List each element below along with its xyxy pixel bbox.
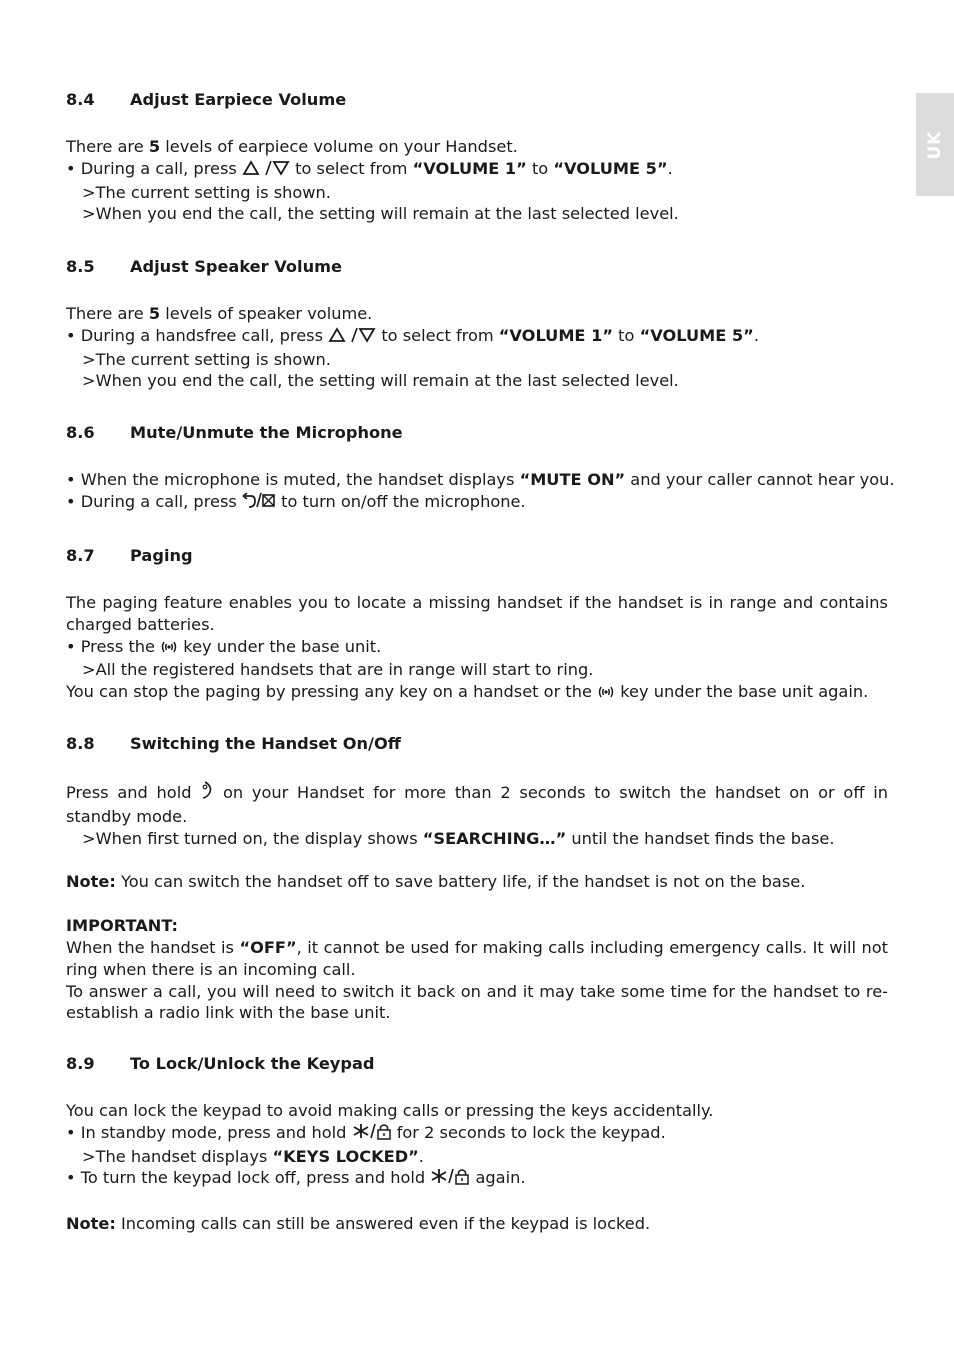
star-lock-icon <box>352 1123 392 1146</box>
section-body <box>66 780 888 1024</box>
result-line: >The handset displays “KEYS LOCKED”. <box>82 1146 424 1166</box>
section-body <box>66 469 895 515</box>
section-8-7 <box>66 545 888 705</box>
important-label: IMPORTANT: <box>66 916 178 936</box>
paragraph: You can lock the keypad to avoid making calls or pressing the keys accidentally. <box>66 1101 714 1120</box>
section-heading: 8.5 Adjust Speaker Volume <box>66 257 342 276</box>
section-8-6 <box>66 422 895 515</box>
result-line: >All the registered handsets that are in range will start to ring. <box>82 660 594 680</box>
result-line: >When you end the call, the setting will remain at the last selected level. <box>82 204 679 224</box>
section-heading: 8.9 To Lock/Unlock the Keypad <box>66 1054 375 1073</box>
section-heading: 8.6 Mute/Unmute the Microphone <box>66 423 403 442</box>
up-down-arrow-icon <box>242 160 290 182</box>
section-heading: 8.4 Adjust Earpiece Volume <box>66 90 347 109</box>
paragraph: To answer a call, you will need to switch it back on and it may take some time for the handset to re-establish a radio link with the base unit. <box>66 981 888 1023</box>
bullet-item: • When the microphone is muted, the handset displays “MUTE ON” and your caller cannot hear you. <box>66 470 895 489</box>
note: Note: Incoming calls can still be answered even if the keypad is locked. <box>66 1214 651 1234</box>
section-8-5 <box>66 256 888 392</box>
section-body <box>66 1100 888 1235</box>
bullet-item: • During a call, press to turn on/off the microphone. <box>66 491 888 515</box>
result-line: >The current setting is shown. <box>82 349 331 369</box>
paging-icon <box>160 638 178 660</box>
paragraph: You can stop the paging by pressing any key on a handset or the key under the base unit again. <box>66 681 888 705</box>
end-power-icon <box>200 780 214 806</box>
bullet-item: • During a call, press to select from “VOLUME 1” to “VOLUME 5”. <box>66 158 888 182</box>
section-8-8 <box>66 733 888 1024</box>
language-tab-label: UK <box>925 130 945 159</box>
paragraph: When the handset is “OFF”, it cannot be used for making calls including emergency calls. It will not ring when there is an incoming call. <box>66 937 888 979</box>
result-line: >When you end the call, the setting will remain at the last selected level. <box>82 371 679 391</box>
section-heading: 8.7 Paging <box>66 546 193 565</box>
section-8-9 <box>66 1053 888 1235</box>
section-8-4 <box>66 89 888 225</box>
paragraph: The paging feature enables you to locate a missing handset if the handset is in range and contains charged batteries. <box>66 593 888 634</box>
star-lock-icon <box>430 1168 470 1191</box>
bullet-item: • To turn the keypad lock off, press and hold again. <box>66 1167 888 1191</box>
section-body <box>66 592 888 705</box>
section-heading: 8.8 Switching the Handset On/Off <box>66 734 401 753</box>
result-line: >The current setting is shown. <box>82 182 331 202</box>
paragraph: Press and hold on your Handset for more than 2 seconds to switch the handset on or off in standby mode. <box>66 780 888 828</box>
note: Note: You can switch the handset off to save battery life, if the handset is not on the base. <box>66 872 806 892</box>
paragraph: There are 5 levels of earpiece volume on your Handset. <box>66 137 518 156</box>
paging-icon <box>597 683 615 705</box>
paragraph: There are 5 levels of speaker volume. <box>66 304 373 323</box>
result-line: >When first turned on, the display shows “SEARCHING…” until the handset finds the base. <box>82 828 835 848</box>
section-body <box>66 303 888 392</box>
back-mute-icon <box>242 492 276 515</box>
bullet-item: • Press the key under the base unit. <box>66 636 888 660</box>
bullet-item: • During a handsfree call, press to select from “VOLUME 1” to “VOLUME 5”. <box>66 325 888 349</box>
up-down-arrow-icon <box>328 327 376 349</box>
section-body <box>66 136 888 225</box>
bullet-item: • In standby mode, press and hold for 2 seconds to lock the keypad. <box>66 1122 888 1146</box>
language-tab <box>916 93 954 196</box>
